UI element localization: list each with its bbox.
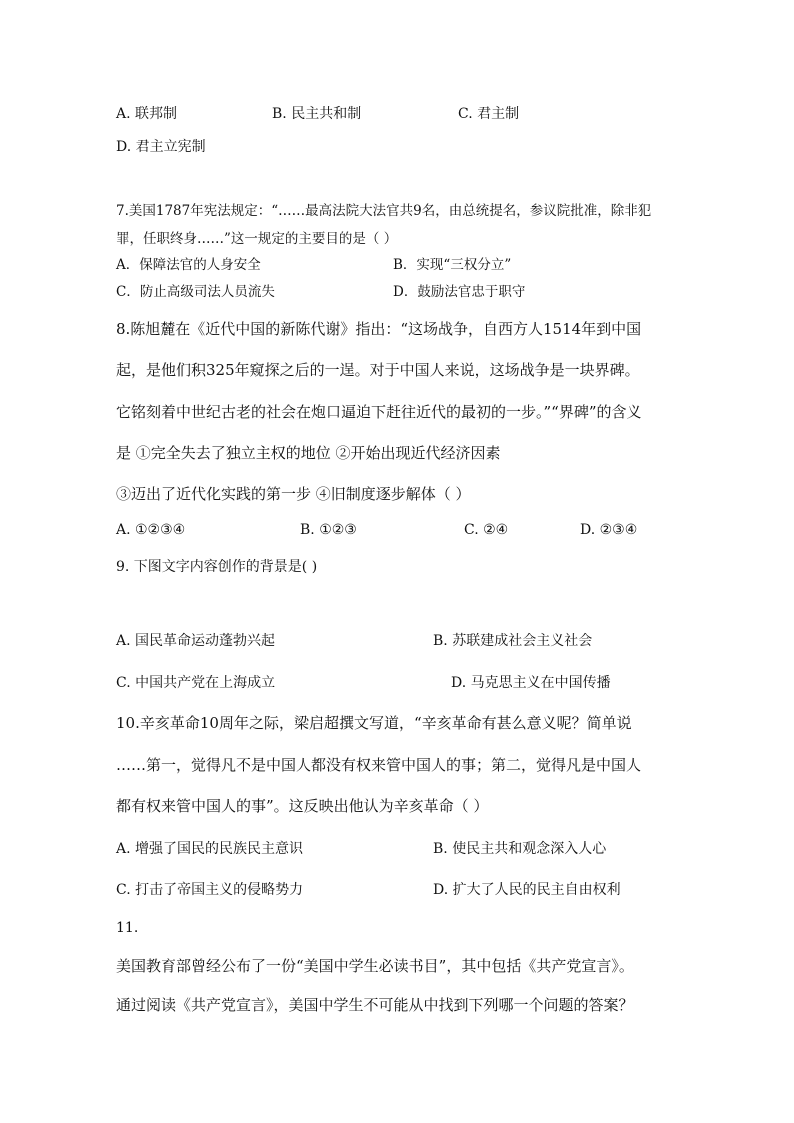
q10-option-c: C. 打击了帝国主义的侵略势力 <box>116 882 304 898</box>
q10-option-b: B. 使民主共和观念深入人心 <box>433 841 607 857</box>
q7-option-b: B．实现“三权分立” <box>393 257 512 273</box>
q11-stem-line-2: 通过阅读《共产党宣言》，美国中学生不可能从中找到下列哪一个问题的答案？ <box>116 996 634 1014</box>
q7-option-c: C．防止高级司法人员流失 <box>116 284 275 300</box>
q9-stem: 9. 下图文字内容创作的背景是( ) <box>116 559 318 575</box>
q8-stem-line-2: 起，是他们积325年窥探之后的一逞。对于中国人来说，这场战争是一块界碑。 <box>116 361 640 379</box>
q9-option-a: A. 国民革命运动蓬勃兴起 <box>116 633 276 649</box>
q8-option-d: D. ②③④ <box>580 522 638 538</box>
q6-option-a: A. 联邦制 <box>116 106 178 122</box>
q7-option-d: D．鼓励法官忠于职守 <box>393 284 526 300</box>
q10-stem-line-2: ……第一，觉得凡不是中国人都没有权来管中国人的事；第二，觉得凡是中国人 <box>116 756 642 774</box>
q11-number: 11. <box>116 920 139 936</box>
q11-stem-line-1: 美国教育部曾经公布了一份“美国中学生必读书目”，其中包括《共产党宣言》。 <box>116 957 634 975</box>
q9-option-c: C. 中国共产党在上海成立 <box>116 675 276 691</box>
q8-option-a: A. ①②③④ <box>116 522 186 538</box>
q6-option-d: D. 君主立宪制 <box>116 139 206 155</box>
q8-stem-line-5: ③迈出了近代化实践的第一步 ④旧制度逐步解体（ ） <box>116 485 471 503</box>
q8-option-c: C. ②④ <box>464 522 509 538</box>
q8-option-b: B. ①②③ <box>300 522 357 538</box>
q10-option-a: A. 增强了国民的民族民主意识 <box>116 841 304 857</box>
q7-stem-line-1: 7.美国1787年宪法规定：“……最高法院大法官共9名，由总统提名，参议院批准，除非犯 <box>116 203 652 219</box>
q10-stem-line-1: 10.辛亥革命10周年之际，梁启超撰文写道，“辛亥革命有甚么意义呢？简单说 <box>116 714 632 732</box>
q8-stem-line-1: 8.陈旭麓在《近代中国的新陈代谢》指出：“这场战争，自西方人1514年到中国 <box>116 320 642 338</box>
q8-stem-line-3: 它铭刻着中世纪古老的社会在炮口逼迫下赶往近代的最初的一步。”“界碑”的含义 <box>116 403 642 421</box>
q10-stem-line-3: 都有权来管中国人的事”。这反映出他认为辛亥革命（ ） <box>116 797 489 815</box>
q7-stem-line-2: 罪，任职终身……”这一规定的主要目的是（ ） <box>116 231 398 247</box>
q10-option-d: D. 扩大了人民的民主自由权利 <box>433 882 621 898</box>
q9-option-d: D. 马克思主义在中国传播 <box>451 675 611 691</box>
q9-option-b: B. 苏联建成社会主义社会 <box>433 633 593 649</box>
q8-stem-line-4: 是 ①完全失去了独立主权的地位 ②开始出现近代经济因素 <box>116 444 501 462</box>
q6-option-c: C. 君主制 <box>458 106 520 122</box>
q7-option-a: A．保障法官的人身安全 <box>116 257 261 273</box>
q6-option-b: B. 民主共和制 <box>272 106 362 122</box>
